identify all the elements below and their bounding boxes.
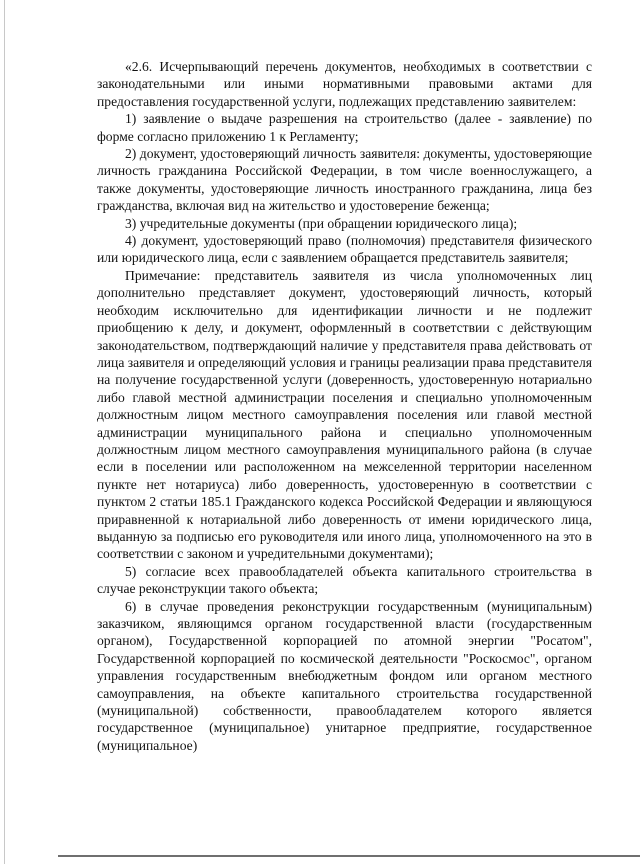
paragraph-item-3: 3) учредительные документы (при обращении юридического лица); <box>125 215 518 231</box>
scan-edge-line <box>4 0 5 864</box>
paragraph-item-1: 1) заявление о выдаче разрешения на строительство (далее - заявление) по форме согласно приложению 1 к Регламенту; <box>97 111 592 144</box>
document-body <box>97 58 592 754</box>
bottom-rule-line <box>58 855 640 857</box>
paragraph-item-5: 5) согласие всех правообладателей объекта капитального строительства в случае реконструкции такого объекта; <box>97 563 592 597</box>
paragraph-item-6: 6) в случае проведения реконструкции государственным (муниципальным) заказчиком, являющимся органом государственной власти (государственным органом), Государственной корпорацией по атомной энергии "Росатом", Государственной корпорацией по космической деятельности "Роскосмос", органом управления государственным внебюджетным фондом или органом местного самоуправления, на объекте капитального строительства государственной (муниципальной) собственности, правообладателем которого является государственное (муниципальное) унитарное предприятие, государственное (муниципальное) <box>97 598 592 753</box>
paragraph-item-2: 2) документ, удостоверяющий личность заявителя: документы, удостоверяющие личность гражданина Российской Федерации, в том числе военнослужащего, а также документы, удостоверяющие личность иностранного гражданина, лица без гражданства, включая вид на жительство и удостоверение беженца; <box>97 146 592 214</box>
paragraph-section-heading: «2.6. Исчерпывающий перечень документов, необходимых в соответствии с законодательными или иными нормативными правовыми актами для предоставления государственной услуги, подлежащих представлению заявителем: <box>97 59 592 109</box>
paragraph-item-4: 4) документ, удостоверяющий право (полномочия) представителя физического или юридического лица, если с заявлением обращается представитель заявителя; <box>97 233 592 266</box>
paragraph-note: Примечание: представитель заявителя из числа уполномоченных лиц дополнительно представляет документ, удостоверяющий личность, который необходим исключительно для идентификации личности и не подлежит приобщению к делу, и документ, оформленный в соответствии с действующим законодательством, подтверждающий наличие у представителя права действовать от лица заявителя и определяющий условия и границы реализации права представителя на получение государственной услуги (доверенность, удостоверенную нотариально либо главой местной администрации поселения и специально уполномоченным должностным лицом местного самоуправления поселения или главой местной администрации муниципального района и специально уполномоченным должностным лицом местного самоуправления муниципального района (в случае если в поселении или расположенном на межселенной территории населенном пункте нет нотариуса) либо доверенность, удостоверенную в соответствии с пунктом 2 статьи 185.1 Гражданского кодекса Российской Федерации и являющуюся приравненной к нотариальной либо доверенность от имени юридического лица, выданную за подписью его руководителя или иного лица, уполномоченного на это в соответствии с законом и учредительными документами); <box>97 267 592 562</box>
